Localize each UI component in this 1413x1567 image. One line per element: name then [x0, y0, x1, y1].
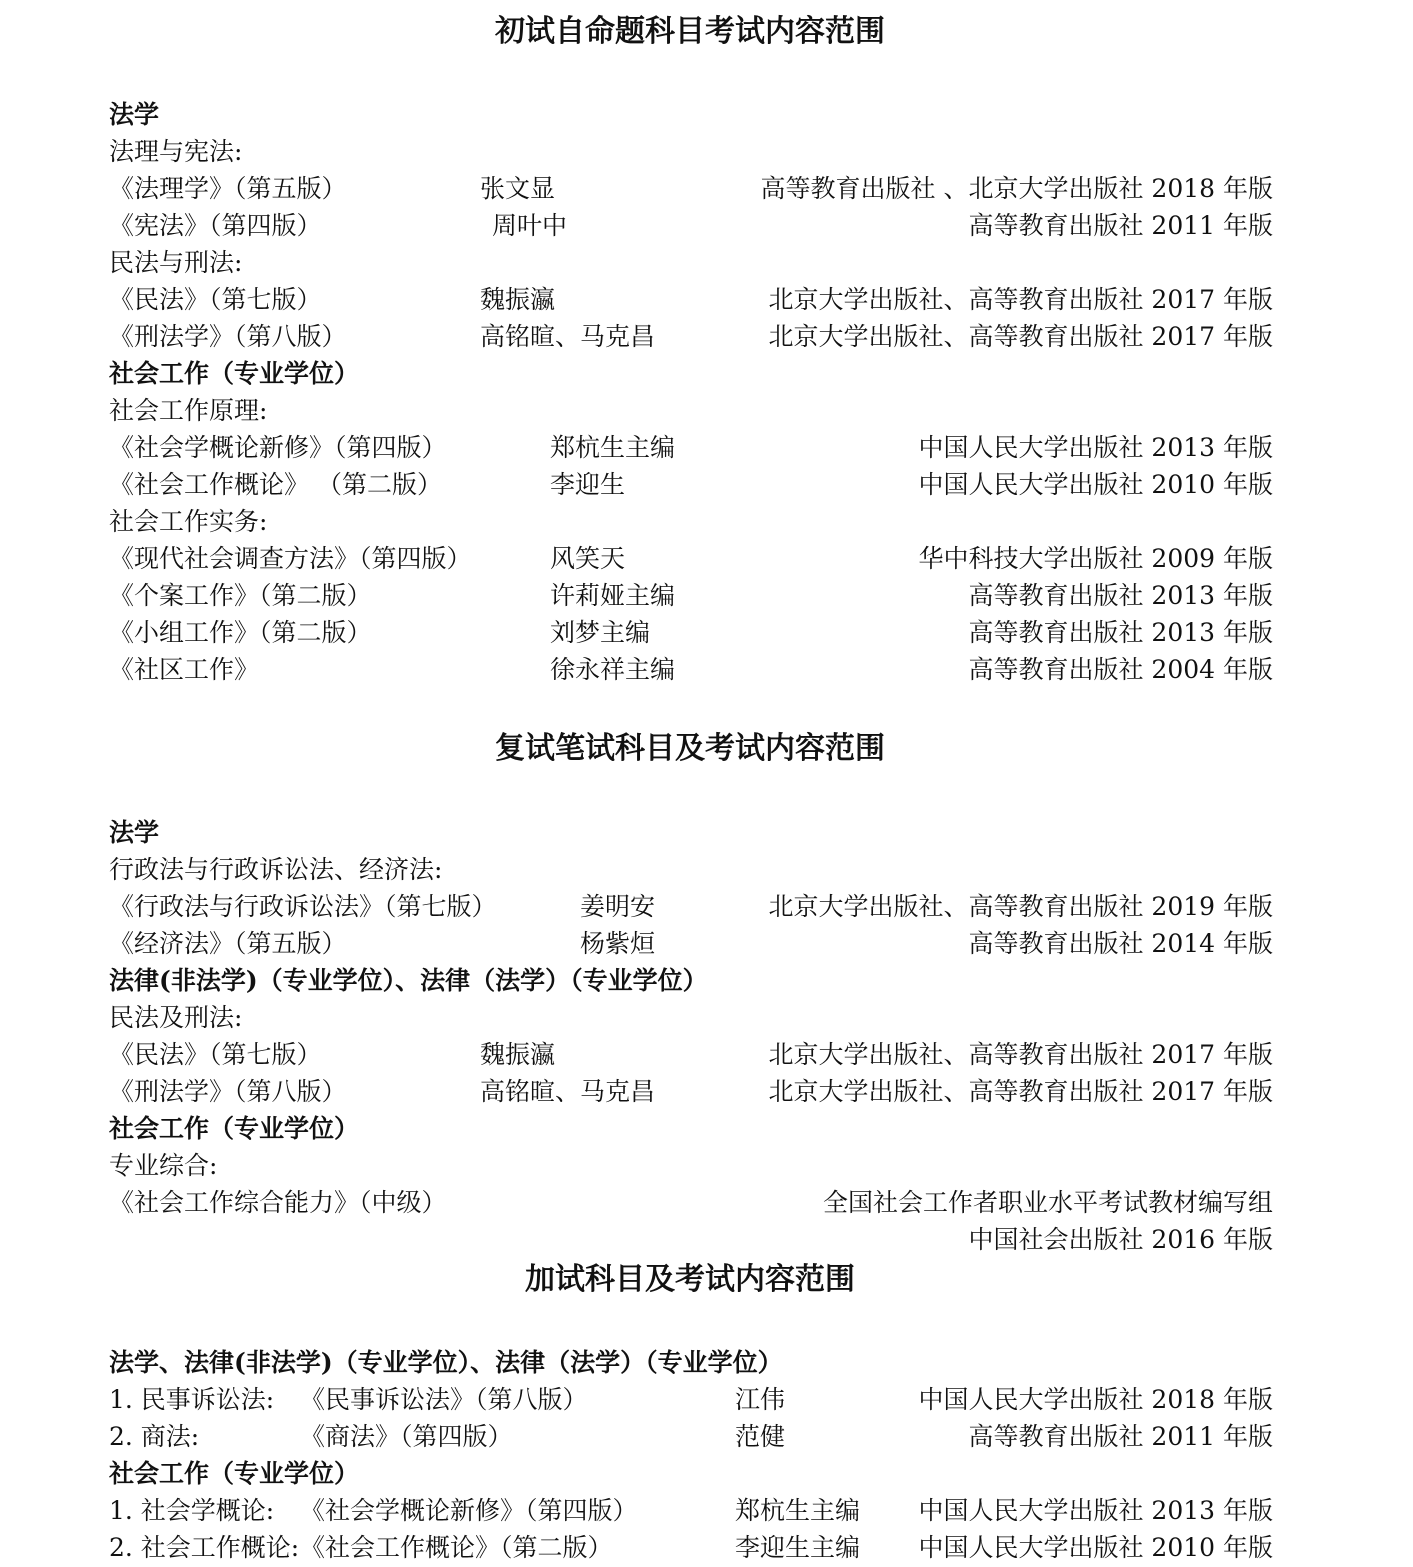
- book-entry: [0, 577, 1413, 614]
- section-title: 复试笔试科目及考试内容范围: [495, 731, 885, 766]
- book-title: 《民法》（第七版）: [109, 1040, 322, 1069]
- book-publisher: 北京大学出版社、高等教育出版社 2017 年版: [768, 1040, 1273, 1069]
- book-author: 周叶中: [492, 211, 568, 240]
- group-heading: 社会工作（专业学位）: [109, 359, 360, 388]
- book-publisher: 高等教育出版社 2011 年版: [968, 1422, 1273, 1451]
- book-publisher: 中国人民大学出版社 2018 年版: [918, 1385, 1273, 1414]
- book-entry: [0, 925, 1413, 962]
- book-entry: [0, 207, 1413, 244]
- book-entry: [0, 888, 1413, 925]
- book-author: 范健: [735, 1422, 786, 1451]
- subject-name: 法理与宪法:: [109, 137, 243, 166]
- book-author: 张文显: [480, 174, 556, 203]
- book-title: 《社会学概论新修》（第四版）: [109, 433, 447, 462]
- book-author: 杨紫烜: [580, 929, 656, 958]
- book-title: 《法理学》（第五版）: [109, 174, 347, 203]
- subject-name: 专业综合:: [109, 1151, 218, 1180]
- group-heading: 法学、法律(非法学)（专业学位）、法律（法学）（专业学位）: [109, 1348, 783, 1377]
- book-entry: [0, 614, 1413, 651]
- book-title: 《社会工作综合能力》（中级）: [109, 1188, 447, 1217]
- book-entry: [0, 1381, 1413, 1418]
- book-author: 风笑天: [550, 544, 626, 573]
- book-author: 郑杭生主编: [735, 1496, 861, 1525]
- book-title: 《刑法学》（第八版）: [109, 322, 347, 351]
- book-author: 徐永祥主编: [550, 655, 676, 684]
- book-author: 江伟: [735, 1385, 786, 1414]
- book-author: 高铭暄、马克昌: [480, 1077, 656, 1106]
- book-publisher: 北京大学出版社、高等教育出版社 2017 年版: [768, 322, 1273, 351]
- book-title: 《民事诉讼法》（第八版）: [300, 1385, 588, 1414]
- book-title: 《行政法与行政诉讼法》（第七版）: [109, 892, 497, 921]
- subject-name: 行政法与行政诉讼法、经济法:: [109, 855, 443, 884]
- group-heading: 社会工作（专业学位）: [109, 1459, 360, 1488]
- book-author: 李迎生主编: [735, 1533, 861, 1562]
- book-title: 《社会学概论新修》（第四版）: [300, 1496, 638, 1525]
- group-heading: 法学: [109, 100, 160, 129]
- book-publisher: 高等教育出版社 2011 年版: [968, 211, 1273, 240]
- book-publisher: 高等教育出版社 2013 年版: [968, 618, 1273, 647]
- book-publisher: 中国人民大学出版社 2013 年版: [918, 433, 1273, 462]
- section-title: 初试自命题科目考试内容范围: [495, 14, 885, 49]
- book-entry: [0, 429, 1413, 466]
- book-author: 魏振瀛: [480, 285, 556, 314]
- book-entry: [0, 1036, 1413, 1073]
- book-author: 郑杭生主编: [550, 433, 676, 462]
- section-title: 加试科目及考试内容范围: [525, 1262, 855, 1297]
- group-heading: 法学: [109, 818, 160, 847]
- book-author: 许莉娅主编: [550, 581, 676, 610]
- book-title: 《社会工作概论》（第二版）: [300, 1533, 613, 1562]
- book-author: 李迎生: [550, 470, 626, 499]
- book-publisher: 高等教育出版社 2014 年版: [968, 929, 1273, 958]
- book-author: 高铭暄、马克昌: [480, 322, 656, 351]
- book-title: 《社会工作概论》 （第二版）: [109, 470, 442, 499]
- group-heading: 法律(非法学)（专业学位）、法律（法学）（专业学位）: [109, 966, 708, 995]
- book-publisher: 全国社会工作者职业水平考试教材编写组: [822, 1188, 1273, 1217]
- book-entry: [0, 1529, 1413, 1566]
- book-entry: [0, 1418, 1413, 1455]
- book-publisher: 中国人民大学出版社 2010 年版: [918, 470, 1273, 499]
- subject-name: 民法与刑法:: [109, 248, 243, 277]
- item-label: 1. 民事诉讼法:: [109, 1385, 275, 1414]
- subject-name: 社会工作原理:: [109, 396, 268, 425]
- book-publisher: 北京大学出版社、高等教育出版社 2017 年版: [768, 285, 1273, 314]
- item-label: 2. 商法:: [109, 1422, 200, 1451]
- book-author: 刘梦主编: [550, 618, 651, 647]
- book-publisher: 高等教育出版社 2004 年版: [968, 655, 1273, 684]
- book-title: 《宪法》（第四版）: [109, 211, 322, 240]
- book-publisher: 北京大学出版社、高等教育出版社 2017 年版: [768, 1077, 1273, 1106]
- book-entry: [0, 466, 1413, 503]
- group-heading: 社会工作（专业学位）: [109, 1114, 360, 1143]
- book-title: 《个案工作》（第二版）: [109, 581, 372, 610]
- book-title: 《现代社会调查方法》（第四版）: [109, 544, 472, 573]
- subject-name: 民法及刑法:: [109, 1003, 243, 1032]
- book-entry: [0, 651, 1413, 688]
- book-publisher: 高等教育出版社 2013 年版: [968, 581, 1273, 610]
- book-entry: [0, 1073, 1413, 1110]
- book-title: 《小组工作》（第二版）: [109, 618, 372, 647]
- book-publisher: 中国社会出版社 2016 年版: [968, 1225, 1273, 1254]
- subject-name: 社会工作实务:: [109, 507, 268, 536]
- book-title: 《刑法学》（第八版）: [109, 1077, 347, 1106]
- book-publisher: 中国人民大学出版社 2010 年版: [918, 1533, 1273, 1562]
- book-publisher: 中国人民大学出版社 2013 年版: [918, 1496, 1273, 1525]
- book-author: 魏振瀛: [480, 1040, 556, 1069]
- book-author: 姜明安: [580, 892, 656, 921]
- book-entry: [0, 281, 1413, 318]
- book-entry: [0, 1184, 1413, 1221]
- book-entry: [0, 540, 1413, 577]
- book-title: 《社区工作》: [109, 655, 260, 684]
- item-label: 2. 社会工作概论:: [109, 1533, 300, 1562]
- book-entry: [0, 1492, 1413, 1529]
- book-title: 《商法》（第四版）: [300, 1422, 513, 1451]
- book-publisher: 华中科技大学出版社 2009 年版: [918, 544, 1273, 573]
- book-entry-continued: [0, 1221, 1413, 1258]
- book-entry: [0, 318, 1413, 355]
- book-publisher: 北京大学出版社、高等教育出版社 2019 年版: [768, 892, 1273, 921]
- book-entry: [0, 170, 1413, 207]
- item-label: 1. 社会学概论:: [109, 1496, 275, 1525]
- book-publisher: 高等教育出版社 、北京大学出版社 2018 年版: [760, 174, 1273, 203]
- book-title: 《经济法》（第五版）: [109, 929, 347, 958]
- book-title: 《民法》（第七版）: [109, 285, 322, 314]
